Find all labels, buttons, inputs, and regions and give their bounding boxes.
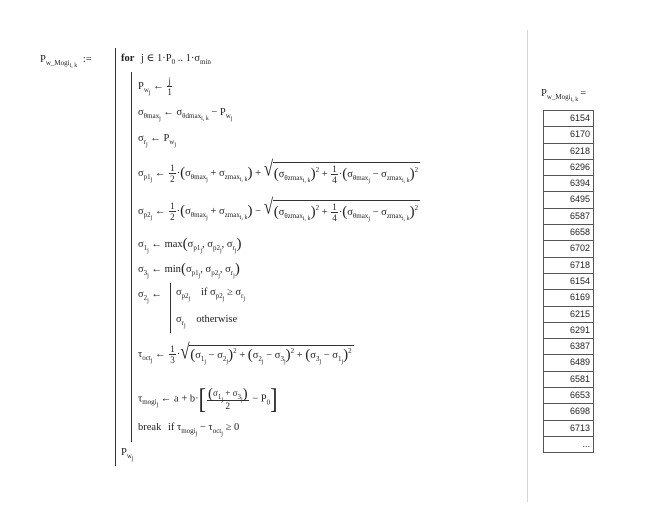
program-bracket: [115, 48, 116, 466]
cond-otherwise-row: $\sigma_{rj}$ otherwise: [176, 314, 238, 329]
cond-if-row: $\sigma_{p2j}$ if $\sigma_{p2j} \ge \sigma_{rj}$: [176, 287, 246, 302]
stmt-sigma-thetamax: $\sigma_{\theta maxj}$ ← $\sigma_{\theta dmaxi, k} - P_{wj}$: [138, 107, 233, 122]
stmt-sigma-1: $\sigma_{1j}$ ← $\max(\sigma_{p1j}$, $\sigma_{p2j}$, $\sigma_{rj}$): [138, 236, 242, 254]
result-cell[interactable]: 6495: [544, 192, 594, 208]
result-cell[interactable]: 6169: [544, 290, 594, 306]
region-divider: [527, 30, 528, 502]
result-cell[interactable]: 6658: [544, 225, 594, 241]
result-row: [544, 257, 594, 273]
result-cell[interactable]: 6587: [544, 208, 594, 224]
result-cell[interactable]: 6718: [544, 257, 594, 273]
result-cell[interactable]: 6581: [544, 371, 594, 387]
result-row: [544, 371, 594, 387]
result-row: [544, 306, 594, 322]
result-cell[interactable]: 6154: [544, 273, 594, 289]
result-cell[interactable]: 6387: [544, 339, 594, 355]
result-cell[interactable]: 6291: [544, 322, 594, 338]
result-row: [544, 127, 594, 143]
stmt-break: break if $\tau_{mogij} - \tau_{octj} \ge 0$: [138, 422, 240, 437]
stmt-tau-oct: $\tau_{octj}$ ← $\frac{1}{3}$ · √ $(\sigma_{1j} - \sigma_{2j})^2 + (\sigma_{2j} - \sigma_{3j})^2 + (\sigma_{3j} - \sigma_{1j})^2$: [138, 339, 352, 365]
stmt-pw: $P_{wj}$ ← $\frac{j}{1}$: [138, 76, 172, 97]
result-cell[interactable]: 6702: [544, 241, 594, 257]
result-cell[interactable]: 6653: [544, 388, 594, 404]
result-cell[interactable]: 6698: [544, 404, 594, 420]
result-cell[interactable]: 6215: [544, 306, 594, 322]
result-row: [544, 273, 594, 289]
result-row: [544, 322, 594, 338]
conditional-bracket: [170, 283, 171, 333]
result-row: [544, 176, 594, 192]
result-row: [544, 208, 594, 224]
stmt-sigma-2: $\sigma_{2j}$ ←: [138, 289, 162, 304]
result-row: [544, 420, 594, 436]
result-title: $P_{w\_Mogii, k}=$: [541, 88, 587, 103]
result-table[interactable]: [543, 110, 594, 453]
result-row: [544, 192, 594, 208]
result-row: [544, 355, 594, 371]
result-row: [544, 159, 594, 175]
result-row: [544, 241, 594, 257]
result-row: [544, 290, 594, 306]
result-row: [544, 225, 594, 241]
program-return: $P_{wj}$: [121, 447, 134, 462]
loop-bracket: [131, 72, 132, 442]
result-cell[interactable]: 6218: [544, 143, 594, 159]
definition-lhs: $P_{w\_Mogii, k}$ :=: [40, 54, 92, 69]
result-cell[interactable]: 6154: [544, 111, 594, 127]
stmt-sigma-3: $\sigma_{3j}$ ← $\min(\sigma_{p1j}$, $\sigma_{p2j}$, $\sigma_{rj}$): [138, 261, 240, 279]
stmt-sigma-p2: $\sigma_{p2j}$ ← $\frac{1}{2}$ $\cdot(\sigma_{\theta maxj} + \sigma_{zmaxi, k})$ − √ $(\sigma_{\theta zmaxi, k})^2$ + $\frac{1}{4}$ $\cdot(\sigma_{\theta maxj} - \sigma_{zmaxi, k})^2$: [138, 194, 419, 223]
result-row: [544, 339, 594, 355]
result-cell[interactable]: ...: [544, 436, 594, 452]
result-cell[interactable]: 6170: [544, 127, 594, 143]
result-row: [544, 111, 594, 127]
result-row: [544, 388, 594, 404]
stmt-sigma-r: $\sigma_{rj}$ ← $P_{wj}$: [138, 133, 177, 148]
loop-header: for j ∈ $1\cdot P_0$ .. $1\cdot\sigma_{min}$: [121, 53, 211, 66]
result-cell[interactable]: 6713: [544, 420, 594, 436]
result-row: [544, 436, 594, 452]
result-cell[interactable]: 6394: [544, 176, 594, 192]
result-row: [544, 404, 594, 420]
result-cell[interactable]: 6489: [544, 355, 594, 371]
result-row: [544, 143, 594, 159]
stmt-sigma-p1: $\sigma_{p1j}$ ← $\frac{1}{2}$ $\cdot(\sigma_{\theta maxj} + \sigma_{zmaxi, k})$ + √ $(\sigma_{\theta zmaxi, k})^2$ + $\frac{1}{4}$ $\cdot(\sigma_{\theta maxj} - \sigma_{zmaxi, k})^2$: [138, 156, 419, 185]
result-cell[interactable]: 6296: [544, 159, 594, 175]
stmt-tau-mogi: $\tau_{mogij}$ ← a + b·[ $\frac{(\sigma_{1j} + \sigma_{3j})}{2}$ − $P_0$]: [138, 382, 278, 415]
